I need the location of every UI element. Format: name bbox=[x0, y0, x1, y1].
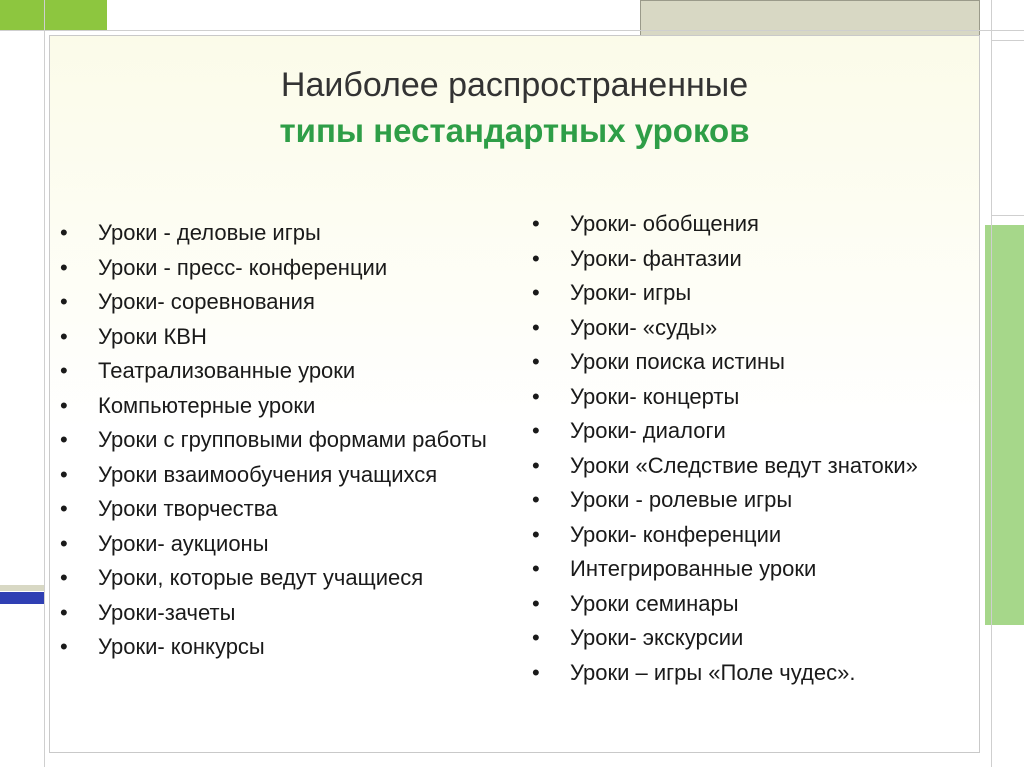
list-item: • Уроки творчества bbox=[58, 495, 498, 522]
list-item: • Уроки- соревнования bbox=[58, 288, 498, 315]
grid-line-h-right2 bbox=[991, 40, 1024, 41]
list-item: • Интегрированные уроки bbox=[530, 555, 950, 582]
grid-line-h-top bbox=[0, 30, 1024, 31]
list-item: • Уроки- «суды» bbox=[530, 314, 950, 341]
slide-title bbox=[49, 62, 980, 154]
list-item: • Уроки- обобщения bbox=[530, 210, 950, 237]
list-item: • Уроки- концерты bbox=[530, 383, 950, 410]
list-item: • Уроки - пресс- конференции bbox=[58, 254, 498, 281]
grid-line-v-left bbox=[44, 0, 45, 767]
list-item: • Компьютерные уроки bbox=[58, 392, 498, 419]
list-item: • Театрализованные уроки bbox=[58, 357, 498, 384]
top-left-green-block bbox=[0, 0, 107, 30]
list-item: • Уроки- диалоги bbox=[530, 417, 950, 444]
grid-line-v-right bbox=[991, 0, 992, 767]
right-lesson-list bbox=[530, 210, 950, 693]
list-item: • Уроки КВН bbox=[58, 323, 498, 350]
list-item: • Уроки- конкурсы bbox=[58, 633, 498, 660]
list-item: • Уроки – игры «Поле чудес». bbox=[530, 659, 950, 686]
left-blue-strip bbox=[0, 592, 44, 604]
list-item: • Уроки- фантазии bbox=[530, 245, 950, 272]
grid-line-h-right bbox=[991, 215, 1024, 216]
list-item: • Уроки «Следствие ведут знатоки» bbox=[530, 452, 950, 479]
list-item: • Уроки поиска истины bbox=[530, 348, 950, 375]
list-item: • Уроки, которые ведут учащиеся bbox=[58, 564, 498, 591]
list-item: • Уроки взаимообучения учащихся bbox=[58, 461, 498, 488]
list-item: • Уроки- конференции bbox=[530, 521, 950, 548]
left-grey-strip bbox=[0, 585, 44, 591]
title-line-2: типы нестандартных уроков bbox=[279, 112, 750, 149]
list-item: • Уроки - деловые игры bbox=[58, 219, 498, 246]
list-item: • Уроки с групповыми формами работы bbox=[58, 426, 498, 453]
list-item: • Уроки- игры bbox=[530, 279, 950, 306]
list-item: • Уроки- экскурсии bbox=[530, 624, 950, 651]
left-lesson-list bbox=[58, 219, 498, 668]
title-line-1: Наиболее распространенные bbox=[280, 66, 749, 104]
list-item: • Уроки- аукционы bbox=[58, 530, 498, 557]
list-item: • Уроки - ролевые игры bbox=[530, 486, 950, 513]
list-item: • Уроки семинары bbox=[530, 590, 950, 617]
list-item: • Уроки-зачеты bbox=[58, 599, 498, 626]
